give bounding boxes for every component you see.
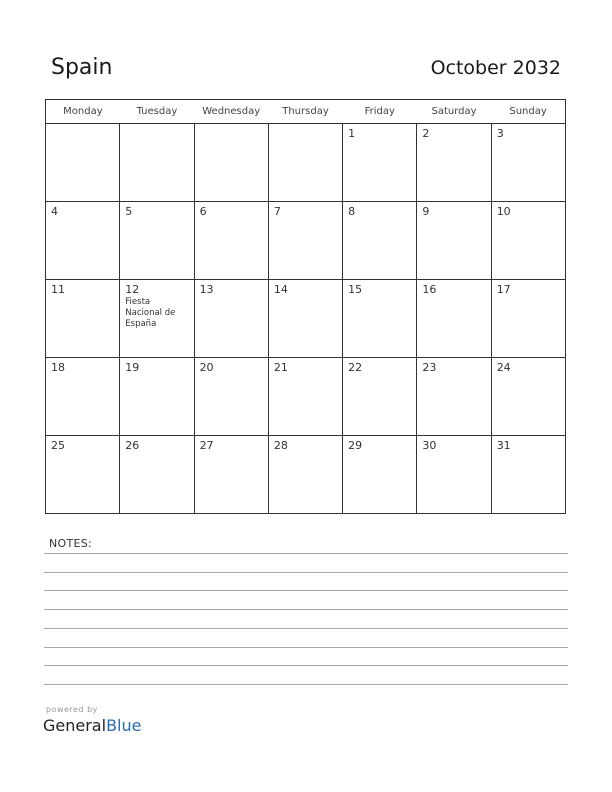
- day-number: 25: [51, 439, 65, 452]
- week-row: [46, 358, 566, 436]
- day-number: 12: [125, 283, 140, 296]
- day-number: 19: [125, 361, 140, 374]
- day-cell: [343, 436, 417, 514]
- day-number: 23: [422, 361, 437, 374]
- powered-by-text: powered by: [46, 705, 98, 714]
- holiday-label: Fiesta Nacional de España: [125, 297, 176, 329]
- day-number: 14: [273, 283, 288, 296]
- note-line: [44, 590, 568, 591]
- day-cell: [491, 436, 565, 514]
- note-line: [44, 609, 568, 610]
- day-cell: [194, 358, 268, 436]
- day-number: 31: [496, 439, 511, 452]
- brand-part2: Blue: [106, 716, 142, 735]
- week-row: [46, 202, 566, 280]
- weekday-header: Sunday: [491, 100, 565, 124]
- day-number: 18: [51, 361, 65, 374]
- day-cell: [491, 124, 565, 202]
- day-number: 3: [496, 127, 504, 140]
- note-line: [44, 572, 568, 573]
- week-row: [46, 124, 566, 202]
- day-number: 26: [125, 439, 140, 452]
- note-line: [44, 665, 568, 666]
- day-cell: [46, 202, 120, 280]
- day-cell: [491, 202, 565, 280]
- day-cell: [46, 436, 120, 514]
- day-number: 22: [348, 361, 363, 374]
- day-cell: [417, 280, 491, 358]
- day-cell: [120, 358, 194, 436]
- day-number: 10: [496, 205, 511, 218]
- day-cell: [417, 124, 491, 202]
- weekday-header: Wednesday: [194, 100, 268, 124]
- weekday-header: Tuesday: [120, 100, 194, 124]
- day-cell: [343, 280, 417, 358]
- day-cell: [417, 436, 491, 514]
- day-number: 1: [348, 127, 356, 140]
- day-cell: [343, 358, 417, 436]
- day-cell: [120, 436, 194, 514]
- day-number: 28: [273, 439, 288, 452]
- day-cell: [268, 280, 342, 358]
- weekday-header: Monday: [46, 100, 120, 124]
- day-cell: [194, 436, 268, 514]
- day-number: 5: [125, 205, 133, 218]
- day-cell: [268, 436, 342, 514]
- weekday-header: Friday: [343, 100, 417, 124]
- day-cell: [268, 124, 342, 202]
- day-number: 11: [51, 283, 65, 296]
- day-cell: [194, 202, 268, 280]
- day-number: 17: [496, 283, 511, 296]
- day-number: 9: [422, 205, 430, 218]
- day-cell: [120, 202, 194, 280]
- day-cell: [46, 280, 120, 358]
- day-cell: [268, 202, 342, 280]
- calendar-grid: [45, 99, 566, 514]
- brand-part1: General: [43, 716, 107, 735]
- month-year-title: October 2032: [430, 57, 561, 79]
- day-number: 15: [348, 283, 363, 296]
- day-cell: [417, 202, 491, 280]
- note-line: [44, 628, 568, 629]
- weekday-header: Thursday: [268, 100, 342, 124]
- day-number: 7: [273, 205, 281, 218]
- day-cell: [417, 358, 491, 436]
- week-row: [46, 280, 566, 358]
- day-cell: [268, 358, 342, 436]
- day-number: 6: [199, 205, 207, 218]
- day-number: 21: [273, 361, 288, 374]
- day-cell: [120, 280, 194, 358]
- day-number: 27: [199, 439, 214, 452]
- day-cell: [491, 358, 565, 436]
- day-number: 2: [422, 127, 430, 140]
- notes-label: NOTES:: [49, 537, 93, 550]
- generalblue-logo: [43, 716, 141, 735]
- day-cell: [46, 358, 120, 436]
- note-line: [44, 553, 568, 554]
- day-cell: [491, 280, 565, 358]
- note-line: [44, 647, 568, 648]
- day-cell: [46, 124, 120, 202]
- weekday-header: Saturday: [417, 100, 491, 124]
- day-cell: [343, 124, 417, 202]
- day-number: 13: [199, 283, 214, 296]
- day-number: 30: [422, 439, 437, 452]
- country-title: Spain: [51, 55, 113, 80]
- day-number: 4: [51, 205, 58, 218]
- day-number: 16: [422, 283, 437, 296]
- day-number: 20: [199, 361, 214, 374]
- day-cell: [120, 124, 194, 202]
- weekday-header-row: [46, 100, 566, 124]
- day-cell: [194, 124, 268, 202]
- day-cell: [343, 202, 417, 280]
- day-cell: [194, 280, 268, 358]
- note-line: [44, 684, 568, 685]
- day-number: 24: [496, 361, 511, 374]
- day-number: 8: [348, 205, 356, 218]
- day-number: 29: [348, 439, 363, 452]
- week-row: [46, 436, 566, 514]
